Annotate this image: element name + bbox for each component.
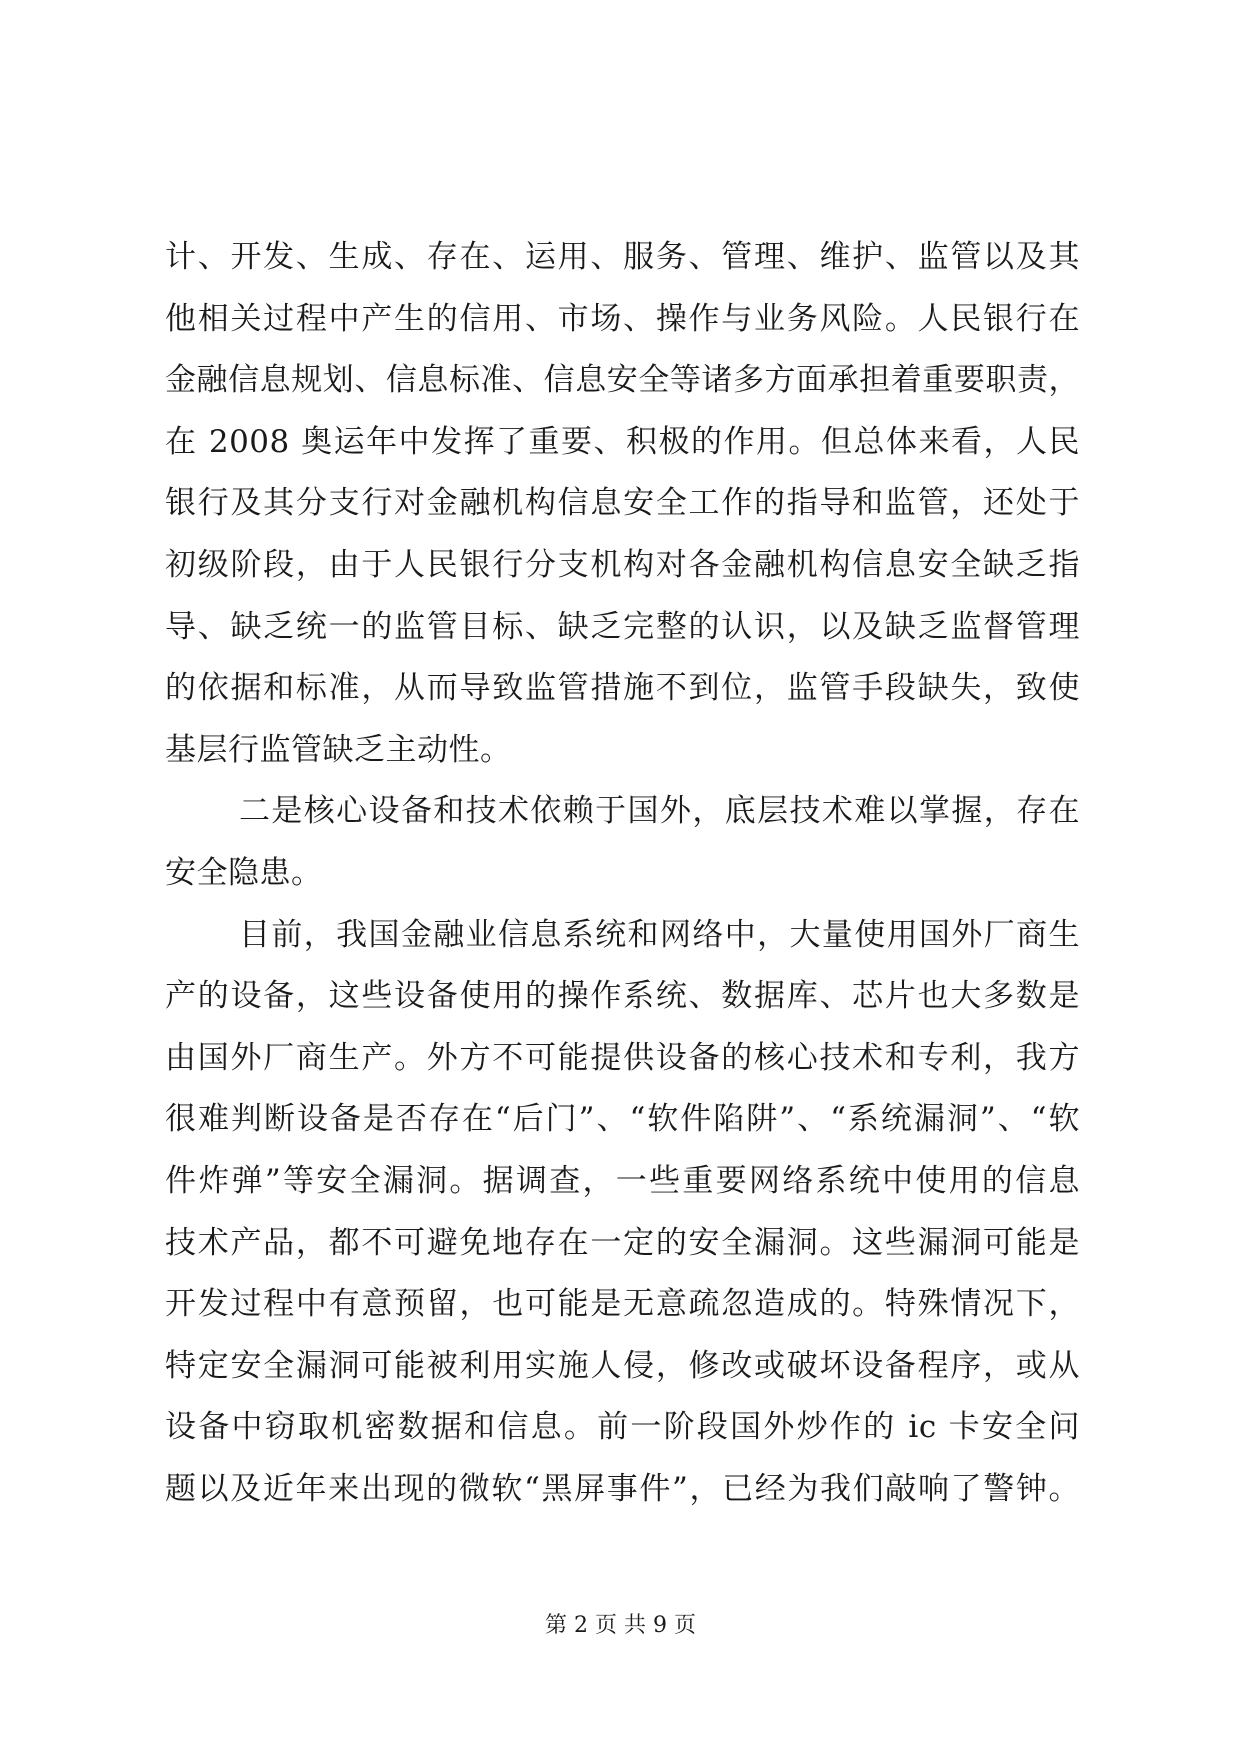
text-line: 件炸弹”等安全漏洞。据调查，一些重要网络系统中使用的信息 — [165, 1162, 1080, 1199]
text-line: 题以及近年来出现的微软“黑屏事件”，已经为我们敲响了警钟。 — [165, 1470, 1080, 1507]
text-line: 开发过程中有意预留，也可能是无意疏忽造成的。特殊情况下， — [165, 1286, 1080, 1323]
text-line: 导、缺乏统一的监管目标、缺乏完整的认识，以及缺乏监督管理 — [165, 608, 1080, 645]
text-line: 设备中窃取机密数据和信息。前一阶段国外炒作的 ic 卡安全问 — [165, 1409, 1080, 1446]
text-line: 安全隐患。 — [165, 854, 323, 891]
text-line: 在 2008 奥运年中发挥了重要、积极的作用。但总体来看，人民 — [165, 423, 1080, 460]
text-line: 银行及其分支行对金融机构信息安全工作的指导和监管，还处于 — [165, 485, 1080, 522]
page-number-footer: 第 2 页 共 9 页 — [545, 1613, 696, 1638]
text-line: 金融信息规划、信息标准、信息安全等诸多方面承担着重要职责， — [165, 362, 1080, 399]
body-text — [165, 227, 1080, 1520]
text-line: 初级阶段，由于人民银行分支机构对各金融机构信息安全缺乏指 — [165, 546, 1080, 583]
text-line: 由国外厂商生产。外方不可能提供设备的核心技术和专利，我方 — [165, 1039, 1080, 1076]
text-line: 产的设备，这些设备使用的操作系统、数据库、芯片也大多数是 — [165, 978, 1080, 1015]
text-line: 他相关过程中产生的信用、市场、操作与业务风险。人民银行在 — [165, 300, 1080, 337]
text-line: 特定安全漏洞可能被利用实施人侵，修改或破坏设备程序，或从 — [165, 1347, 1080, 1384]
text-line-indented: 二是核心设备和技术依赖于国外，底层技术难以掌握，存在 — [239, 793, 1080, 830]
text-line-indented: 目前，我国金融业信息系统和网络中，大量使用国外厂商生 — [239, 916, 1080, 953]
text-line: 基层行监管缺乏主动性。 — [165, 731, 512, 768]
text-line: 计、开发、生成、存在、运用、服务、管理、维护、监管以及其 — [165, 239, 1080, 275]
text-line: 的依据和标准，从而导致监管措施不到位，监管手段缺失，致使 — [165, 670, 1080, 707]
text-line: 很难判断设备是否存在“后门”、“软件陷阱”、“系统漏洞”、“软 — [165, 1101, 1080, 1138]
text-line: 技术产品，都不可避免地存在一定的安全漏洞。这些漏洞可能是 — [165, 1224, 1080, 1261]
